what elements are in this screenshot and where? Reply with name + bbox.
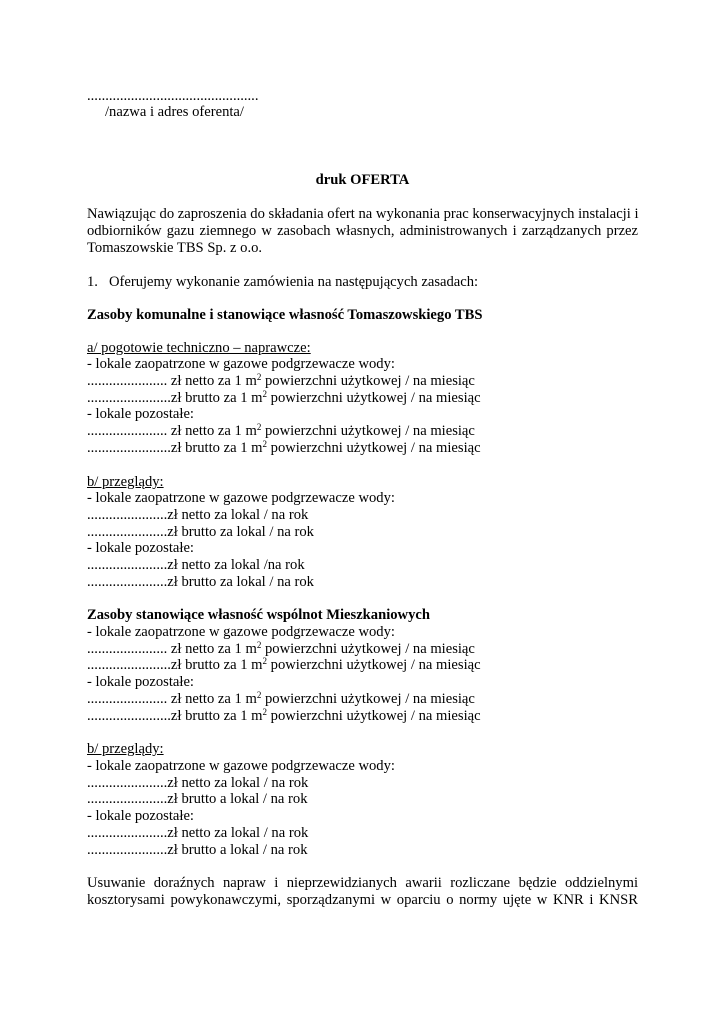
section-tbs-a-g2-netto — [87, 423, 475, 440]
section-tbs-a-g1-brutto — [87, 390, 481, 407]
price-unit: powierzchni użytkowej / na miesiąc — [267, 390, 481, 406]
superscript: 2 — [256, 690, 262, 700]
section-wm-b-heading: b/ przeglądy: — [87, 741, 164, 757]
section-tbs-b-g1-netto: ......................zł netto za lokal / na rok — [87, 507, 309, 523]
section-tbs-a-group2-label: - lokale pozostałe: — [87, 406, 194, 422]
superscript: 2 — [256, 372, 262, 382]
closing-line-2: kosztorysami powykonawczymi, sporządzanymi w oparciu o normy ujęte w KNR i KNSR — [87, 892, 638, 908]
section-tbs-a-g2-brutto — [87, 440, 481, 457]
price-unit: powierzchni użytkowej / na miesiąc — [267, 657, 481, 673]
price-label: zł brutto za 1 m — [170, 657, 263, 673]
fill-in-dots: ...................... — [87, 373, 168, 389]
price-label: zł brutto za 1 m — [170, 708, 263, 724]
section-wm-a-g2-netto — [87, 691, 475, 708]
intro-line-2: odbiorników gazu ziemnego w zasobach własnych, administrowanych i zarządzanych przez — [87, 223, 638, 239]
fill-in-dots: ...................... — [87, 691, 168, 707]
section-wm-a-g1-brutto — [87, 657, 481, 674]
header-dots: ............................................... — [87, 88, 259, 104]
price-label: zł netto za 1 m — [167, 641, 257, 657]
item-1-text: Oferujemy wykonanie zamówienia na następujących zasadach: — [108, 274, 479, 290]
section-wm-heading: Zasoby stanowiące własność wspólnot Mieszkaniowych — [87, 607, 430, 623]
section-tbs-b-group1-label: - lokale zaopatrzone w gazowe podgrzewacze wody: — [87, 490, 395, 506]
fill-in-dots: ....................... — [87, 657, 171, 673]
closing-line-1: Usuwanie doraźnych napraw i nieprzewidzianych awarii rozliczane będzie oddzielnymi — [87, 875, 638, 891]
intro-line-1: Nawiązując do zaproszenia do składania ofert na wykonania prac konserwacyjnych instalacji i — [87, 206, 639, 222]
section-wm-b-g2-brutto: ......................zł brutto a lokal / na rok — [87, 842, 308, 858]
section-wm-b-g1-brutto: ......................zł brutto a lokal / na rok — [87, 791, 308, 807]
section-wm-b-g1-netto: ......................zł netto za lokal / na rok — [87, 775, 309, 791]
fill-in-dots: ....................... — [87, 390, 171, 406]
price-unit: powierzchni użytkowej / na miesiąc — [267, 708, 481, 724]
superscript: 2 — [262, 439, 268, 449]
superscript: 2 — [262, 656, 268, 666]
price-unit: powierzchni użytkowej / na miesiąc — [261, 691, 475, 707]
section-tbs-heading: Zasoby komunalne i stanowiące własność Tomaszowskiego TBS — [87, 307, 483, 323]
section-tbs-b-heading: b/ przeglądy: — [87, 474, 164, 490]
price-unit: powierzchni użytkowej / na miesiąc — [261, 641, 475, 657]
price-label: zł netto za 1 m — [167, 691, 257, 707]
fill-in-dots: ...................... — [87, 641, 168, 657]
section-wm-a-group2-label: - lokale pozostałe: — [87, 674, 194, 690]
superscript: 2 — [256, 640, 262, 650]
document-page — [87, 0, 638, 1024]
price-label: zł netto za 1 m — [167, 423, 257, 439]
section-tbs-a-heading: a/ pogotowie techniczno – naprawcze: — [87, 340, 311, 356]
section-wm-b-group2-label: - lokale pozostałe: — [87, 808, 194, 824]
section-wm-a-g1-netto — [87, 641, 475, 658]
header-label: /nazwa i adres oferenta/ — [105, 104, 244, 120]
section-tbs-b-g2-netto: ......................zł netto za lokal /na rok — [87, 557, 305, 573]
section-wm-b-g2-netto: ......................zł netto za lokal / na rok — [87, 825, 309, 841]
intro-line-3: Tomaszowskie TBS Sp. z o.o. — [87, 240, 263, 256]
section-tbs-b-g2-brutto: ......................zł brutto za lokal / na rok — [87, 574, 314, 590]
section-tbs-a-group1-label: - lokale zaopatrzone w gazowe podgrzewacze wody: — [87, 356, 395, 372]
section-wm-a-g2-brutto — [87, 708, 481, 725]
fill-in-dots: ....................... — [87, 440, 171, 456]
price-unit: powierzchni użytkowej / na miesiąc — [261, 423, 475, 439]
price-label: zł brutto za 1 m — [170, 390, 263, 406]
section-wm-a-group1-label: - lokale zaopatrzone w gazowe podgrzewacze wody: — [87, 624, 395, 640]
price-unit: powierzchni użytkowej / na miesiąc — [267, 440, 481, 456]
superscript: 2 — [262, 389, 268, 399]
page-title: druk OFERTA — [315, 172, 410, 188]
superscript: 2 — [262, 707, 268, 717]
section-wm-b-group1-label: - lokale zaopatrzone w gazowe podgrzewacze wody: — [87, 758, 395, 774]
fill-in-dots: ....................... — [87, 708, 171, 724]
section-tbs-a-g1-netto — [87, 373, 475, 390]
price-label: zł netto za 1 m — [167, 373, 257, 389]
section-tbs-b-group2-label: - lokale pozostałe: — [87, 540, 194, 556]
price-label: zł brutto za 1 m — [170, 440, 263, 456]
fill-in-dots: ...................... — [87, 423, 168, 439]
price-unit: powierzchni użytkowej / na miesiąc — [261, 373, 475, 389]
item-1 — [87, 274, 478, 291]
superscript: 2 — [256, 422, 262, 432]
item-1-number: 1. — [87, 274, 98, 290]
section-tbs-b-g1-brutto: ......................zł brutto za lokal / na rok — [87, 524, 314, 540]
